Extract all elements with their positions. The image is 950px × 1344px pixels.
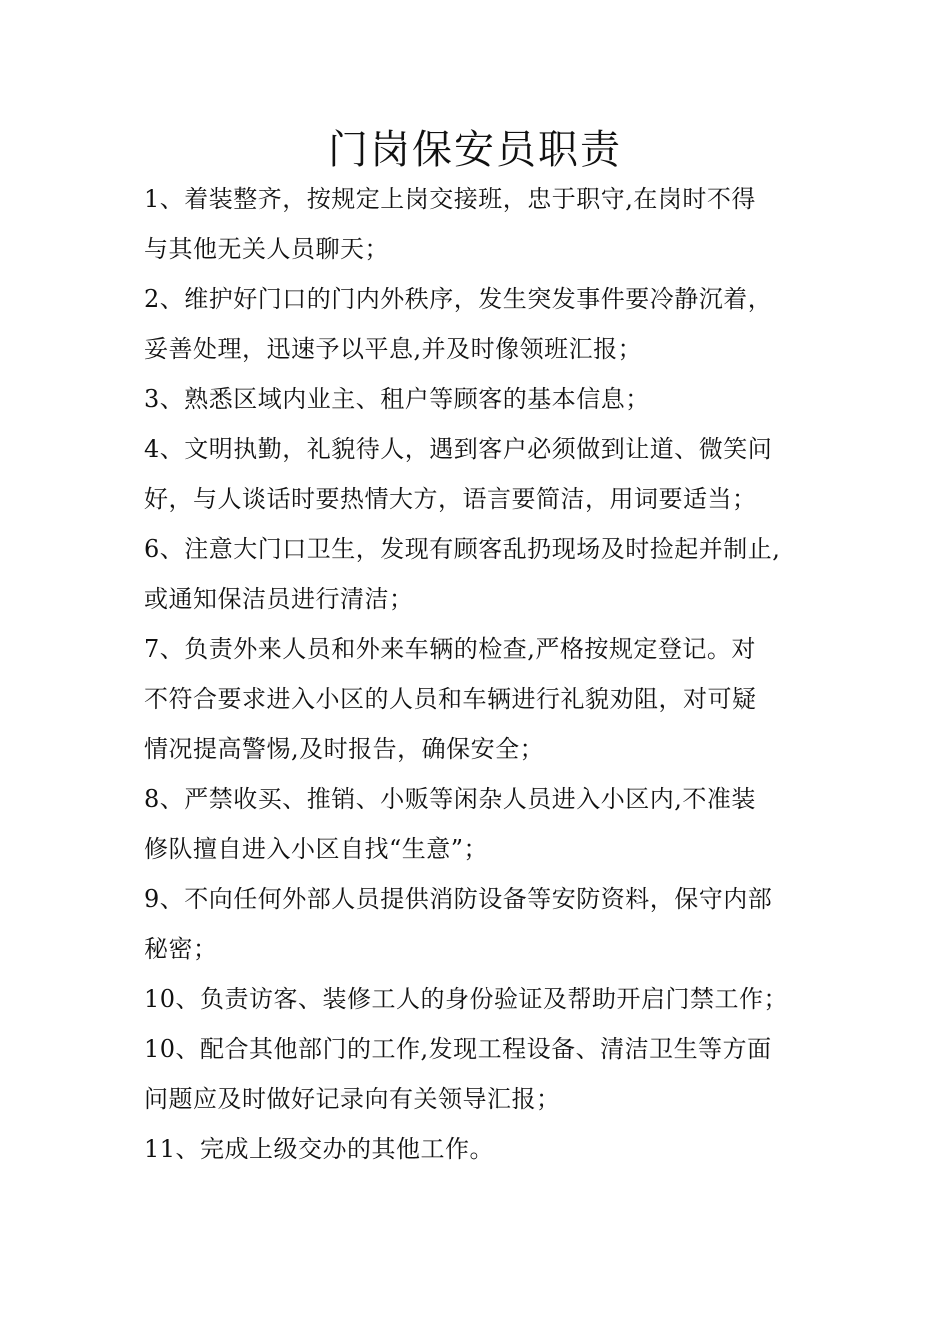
text-line: 2、维护好门口的门内外秩序，发生突发事件要冷静沉着，: [144, 285, 773, 313]
text-line: 6、注意大门口卫生，发现有顾客乱扔现场及时捡起并制止,: [144, 535, 781, 563]
text-line: 与其他无关人员聊天；: [144, 235, 389, 263]
text-line: 4、文明执勤，礼貌待人，遇到客户必须做到让道、微笑问: [144, 435, 773, 463]
text-line: 好，与人谈话时要热情大方，语言要简洁，用词要适当；: [144, 485, 757, 513]
document-title: 门岗保安员职责: [328, 127, 622, 173]
text-line: 问题应及时做好记录向有关领导汇报；: [144, 1085, 561, 1113]
text-line: 3、熟悉区域内业主、租户等顾客的基本信息；: [144, 385, 650, 413]
document-body: [144, 174, 824, 1174]
text-line: 修队擅自进入小区自找“生意”；: [144, 835, 489, 863]
text-line: 10、配合其他部门的工作,发现工程设备、清洁卫生等方面: [144, 1035, 772, 1063]
text-line: 不符合要求进入小区的人员和车辆进行礼貌劝阻，对可疑: [144, 685, 757, 713]
text-line: 9、不向任何外部人员提供消防设备等安防资料，保守内部: [144, 885, 773, 913]
text-line: 或通知保洁员进行清洁；: [144, 585, 414, 613]
text-line: 秘密；: [144, 935, 218, 963]
text-line: 10、负责访客、装修工人的身份验证及帮助开启门禁工作；: [144, 985, 789, 1013]
text-line: 8、严禁收买、推销、小贩等闲杂人员进入小区内,不准装: [144, 785, 756, 813]
text-line: 7、负责外来人员和外来车辆的检查,严格按规定登记。对: [144, 635, 756, 663]
text-line: 1、着装整齐，按规定上岗交接班，忠于职守,在岗时不得: [144, 185, 756, 213]
text-line: 11、完成上级交办的其他工作。: [144, 1135, 495, 1163]
text-line: 情况提高警惕,及时报告，确保安全；: [144, 735, 545, 763]
text-line: 妥善处理，迅速予以平息,并及时像领班汇报；: [144, 335, 643, 363]
